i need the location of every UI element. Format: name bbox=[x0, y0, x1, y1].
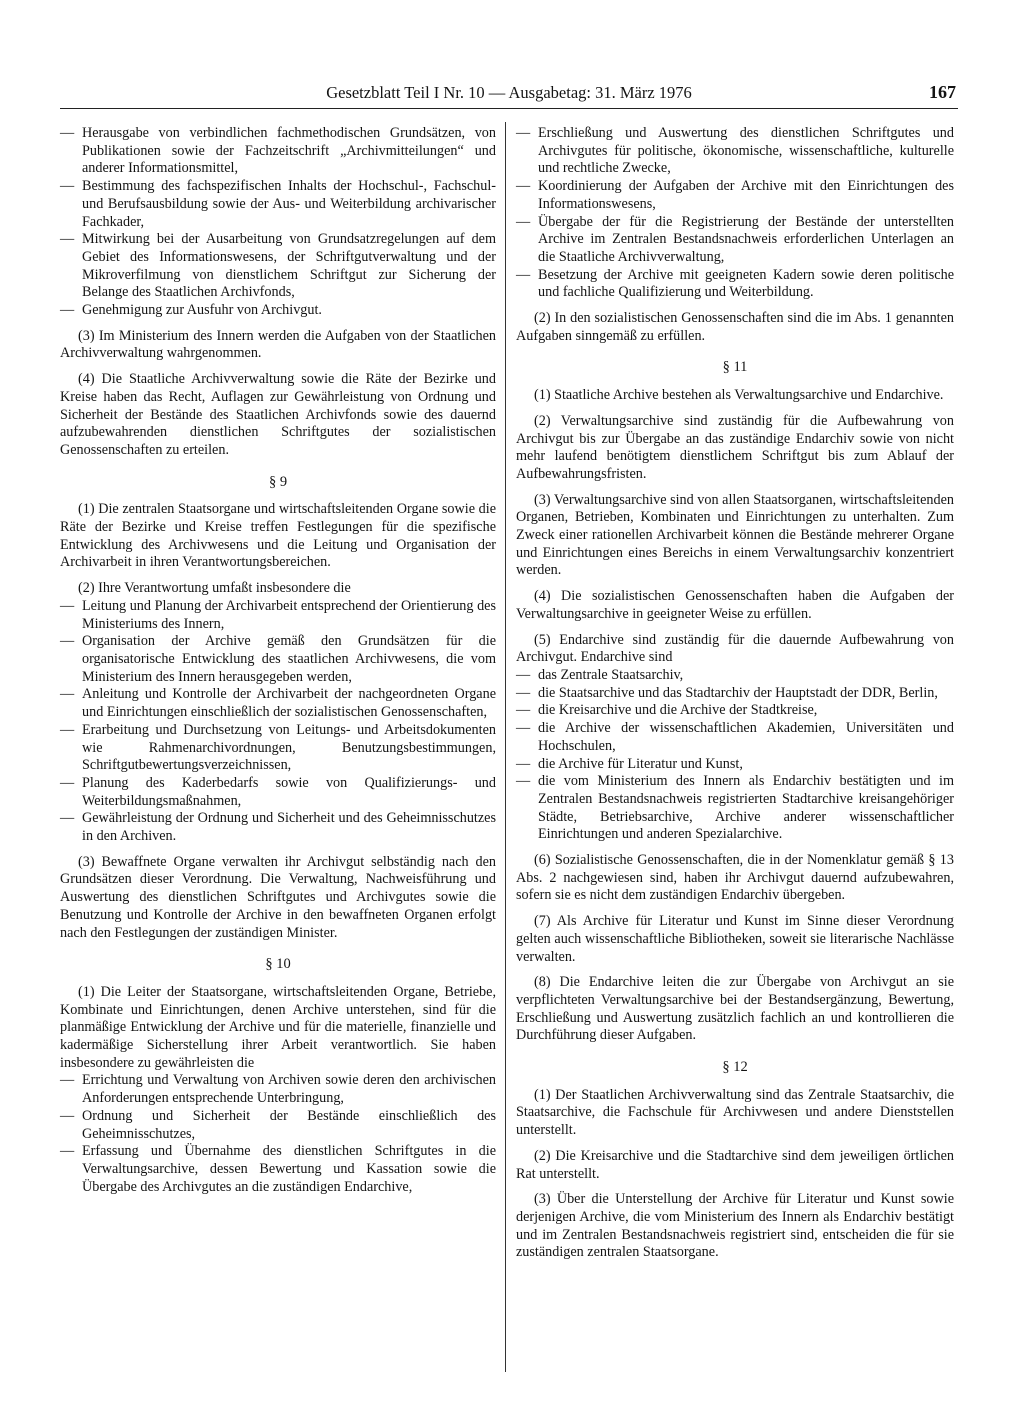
left-column bbox=[60, 125, 496, 1196]
page-number: 167 bbox=[929, 82, 956, 102]
list-block-b bbox=[516, 667, 954, 844]
list-item: — die Staatsarchive und das Stadtarchiv der Hauptstadt der DDR, Berlin, bbox=[516, 684, 938, 701]
list-item: — Herausgabe von verbindlichen fachmethodischen Grundsätzen, von Publikationen sowie der Fachzeitschrift „Archivmitteilungen“ und anderer Informationsmittel, bbox=[60, 125, 496, 177]
list-item: — Koordinierung der Aufgaben der Archive mit den Einrichtungen des Informationswesens, bbox=[516, 178, 954, 212]
section-heading: § 12 bbox=[722, 1059, 748, 1076]
list-item: — Erarbeitung und Durchsetzung von Leitungs- und Arbeitsdokumenten wie Rahmenarchivordnungen, Benutzungsbestimmungen, Schriftgutbewertungsverzeichnissen, bbox=[60, 721, 496, 774]
paragraph: (2) Verwaltungsarchive sind zuständig für die Aufbewahrung von Archivgut bis zur Übergabe an das zuständige Endarchiv sowie von nicht mehr laufend benötigtem dienstlichem Schriftgut bis zum Ablauf der Aufbewahrungsfristen. bbox=[516, 412, 954, 482]
paragraph: (4) Die sozialistischen Genossenschaften haben die Aufgaben der Verwaltungsarchive in geeigneter Weise zu erfüllen. bbox=[516, 588, 954, 622]
list-item: — Erfassung und Übernahme des dienstlichen Schriftgutes in die Verwaltungsarchive, dessen Bewertung und Kassation sowie die Übergabe des Archivgutes an die zuständigen Endarchive, bbox=[60, 1143, 496, 1195]
list-item: — Genehmigung zur Ausfuhr von Archivgut. bbox=[60, 302, 322, 319]
paragraph: (3) Im Ministerium des Innern werden die Aufgaben von der Staatlichen Archivverwaltung wahrgenommen. bbox=[60, 327, 496, 362]
list-item: — die Kreisarchive und die Archive der Stadtkreise, bbox=[516, 702, 818, 719]
paragraph: (3) Verwaltungsarchive sind von allen Staatsorganen, wirtschaftsleitenden Organen, Betrieben, Kombinaten und Einrichtungen zu unterhalten. Zum Zweck einer rationellen Archivarbeit können die Bestände mehrerer Organe und Einrichtungen eines Bereichs in einem Verwaltungsarchiv konzentriert werden. bbox=[516, 491, 954, 579]
paragraph: (3) Über die Unterstellung der Archive für Literatur und Kunst sowie derjenigen Archive, die vom Ministerium des Innern als Endarchiv bestätigt und im Zentralen Bestandsnachweis registriert sind, entscheiden die für sie zuständigen zentralen Staatsorgane. bbox=[516, 1191, 954, 1261]
paragraph: (7) Als Archive für Literatur und Kunst im Sinne dieser Verordnung gelten auch wissenschaftliche Bibliotheken, soweit sie literarische Nachlässe verwalten. bbox=[516, 913, 954, 965]
list-block-a bbox=[60, 125, 496, 320]
section-heading: § 9 bbox=[268, 473, 288, 490]
list-item: — Erschließung und Auswertung des dienstlichen Schriftgutes und Archivgutes für politische, ökonomische, wissenschaftliche, kulturelle und rechtliche Zwecke, bbox=[516, 125, 954, 177]
paragraph: (2) Ihre Verantwortung umfaßt insbesondere die bbox=[78, 580, 351, 597]
paragraph: (1) Der Staatlichen Archivverwaltung sind das Zentrale Staatsarchiv, die Staatsarchive, die Fachschule für Archivwesen und andere Dienststellen unterstellt. bbox=[516, 1086, 954, 1139]
paragraph: (5) Endarchive sind zuständig für die dauernde Aufbewahrung von Archivgut. Endarchive sind bbox=[516, 631, 954, 666]
list-item: — Organisation der Archive gemäß den Grundsätzen für die organisatorische Entwicklung des staatlichen Archivwesens, die vom Ministerium des Innern herausgegeben werden, bbox=[60, 633, 496, 685]
list-item: — Leitung und Planung der Archivarbeit entsprechend der Orientierung des Ministeriums des Innern, bbox=[60, 597, 496, 632]
list-item: — Mitwirkung bei der Ausarbeitung von Grundsatzregelungen auf dem Gebiet des Informationswesens, der Schriftgutverwaltung und der Mikroverfilmung von dienstlichem Schriftgut zur Sicherung der Belange des Staatlichen Archivfonds, bbox=[60, 231, 496, 301]
list-item: — das Zentrale Staatsarchiv, bbox=[516, 666, 684, 683]
list-block-a bbox=[516, 125, 954, 302]
right-column bbox=[516, 125, 954, 1262]
list-item: — Errichtung und Verwaltung von Archiven sowie deren den archivischen Anforderungen entsprechende Unterbringung, bbox=[60, 1072, 496, 1107]
paragraph: (8) Die Endarchive leiten die zur Übergabe von Archivgut an sie verpflichteten Verwaltungsarchive bei der Bestandsergänzung, Bewertung, Erschließung und Auswertung zusätzlich fachlich an und kontrollieren die Durchführung dieser Aufgaben. bbox=[516, 974, 954, 1044]
list-item: — Bestimmung des fachspezifischen Inhalts der Hochschul-, Fachschul- und Berufsausbildung sowie der Aus- und Weiterbildung archivarischer Fachkader, bbox=[60, 178, 496, 230]
paragraph: (2) In den sozialistischen Genossenschaften sind die im Abs. 1 genannten Aufgaben sinngemäß zu erfüllen. bbox=[516, 310, 954, 344]
paragraph: (1) Staatliche Archive bestehen als Verwaltungsarchive und Endarchive. bbox=[534, 387, 944, 404]
section-heading: § 11 bbox=[722, 359, 748, 376]
list-block-b bbox=[60, 598, 496, 846]
paragraph: (2) Die Kreisarchive und die Stadtarchive sind dem jeweiligen örtlichen Rat unterstellt. bbox=[516, 1147, 954, 1182]
page-header bbox=[60, 82, 958, 109]
paragraph: (1) Die Leiter der Staatsorgane, wirtschaftsleitenden Organe, Betriebe, Kombinate und Einrichtungen, denen Archive unterstehen, sind für die planmäßige Entwicklung der Archive und für die materielle, finanzielle und kadermäßige Sicherstellung ihrer Arbeit verantwortlich. Sie haben insbesondere zu gewährleisten die bbox=[60, 983, 496, 1071]
section-heading: § 10 bbox=[265, 956, 291, 973]
paragraph: (4) Die Staatliche Archivverwaltung sowie die Räte der Bezirke und Kreise haben das Recht, Auflagen zur Gewährleistung von Ordnung und Sicherheit der Bestände des Staatlichen Archivfonds sowie des dauernd aufzubewahrenden dienstlichen Schriftgutes der sozialistischen Genossenschaften zu erteilen. bbox=[60, 371, 496, 458]
paragraph: (1) Die zentralen Staatsorgane und wirtschaftsleitenden Organe sowie die Räte der Bezirke und Kreise treffen Festlegungen für die spezifische Entwicklung des Archivwesens und die Leitung und Organisation der Archivarbeit in ihren Verantwortungsbereichen. bbox=[60, 501, 496, 571]
list-item: — Planung des Kaderbedarfs sowie von Qualifizierungs- und Weiterbildungsmaßnahmen, bbox=[60, 774, 496, 809]
paragraph: (3) Bewaffnete Organe verwalten ihr Archivgut selbständig nach den Grundsätzen dieser Verordnung. Die Verwaltung, Nachweisführung und Auswertung des dienstlichen Schriftgutes und Archivgutes sowie die Benutzung und Kontrolle der Archive in den bewaffneten Organen erfolgt nach den Festlegungen der zuständigen Minister. bbox=[60, 853, 496, 941]
list-item: — die Archive der wissenschaftlichen Akademien, Universitäten und Hochschulen, bbox=[516, 720, 954, 754]
list-item: — Gewährleistung der Ordnung und Sicherheit und des Geheimnisschutzes in den Archiven. bbox=[60, 810, 496, 845]
paragraph: (6) Sozialistische Genossenschaften, die in der Nomenklatur gemäß § 13 Abs. 2 nachgewiesen sind, haben ihr Archivgut dauernd aufzubewahren, sofern sie es nicht dem zuständigen Endarchiv übergeben. bbox=[516, 852, 954, 904]
list-item: — die Archive für Literatur und Kunst, bbox=[516, 755, 743, 772]
list-item: — Übergabe der für die Registrierung der Bestände der unterstellten Archive im Zentralen Bestandsnachweis erforderlichen Unterlagen an die Staatliche Archivverwaltung, bbox=[516, 213, 954, 265]
header-title: Gesetzblatt Teil I Nr. 10 — Ausgabetag: 31. März 1976 bbox=[326, 83, 692, 102]
list-item: — Anleitung und Kontrolle der Archivarbeit der nachgeordneten Organe und Einrichtungen einschließlich der sozialistischen Genossenschaften, bbox=[60, 686, 496, 721]
list-item: — Ordnung und Sicherheit der Bestände einschließlich des Geheimnisschutzes, bbox=[60, 1107, 496, 1142]
list-block-c bbox=[60, 1072, 496, 1196]
list-item: — Besetzung der Archive mit geeigneten Kadern sowie deren politische und fachliche Qualifizierung und Weiterbildung. bbox=[516, 266, 954, 301]
list-item: — die vom Ministerium des Innern als Endarchiv bestätigten und im Zentralen Bestandsnachweis registrierten Stadtarchive kreisangehöriger Städte, Betriebsarchive, Archive anderer wissenschaftlicher Einrichtungen und anderen Spezialarchive. bbox=[516, 773, 954, 843]
column-divider bbox=[505, 122, 506, 1372]
